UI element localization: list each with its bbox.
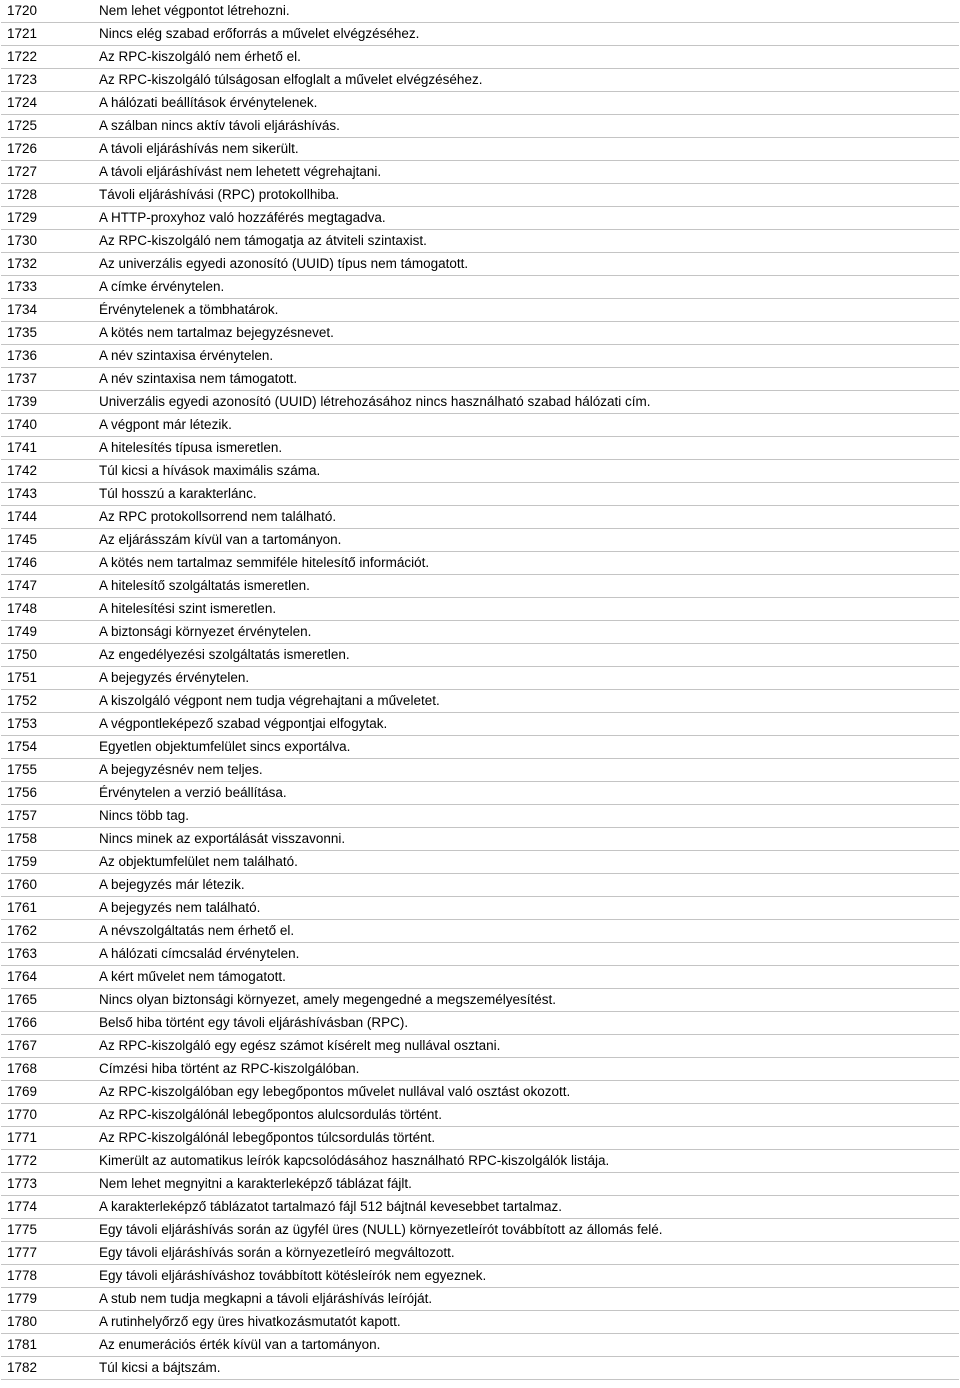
table-row bbox=[1, 23, 959, 46]
error-message: Nincs több tag. bbox=[99, 805, 959, 828]
error-code: 1758 bbox=[1, 828, 99, 851]
table-row bbox=[1, 1104, 959, 1127]
table-row bbox=[1, 736, 959, 759]
table-row bbox=[1, 1242, 959, 1265]
error-message: A stub nem tudja megkapni a távoli eljáráshívás leíróját. bbox=[99, 1288, 959, 1311]
error-message: A névszolgáltatás nem érhető el. bbox=[99, 920, 959, 943]
error-code: 1726 bbox=[1, 138, 99, 161]
table-row bbox=[1, 1127, 959, 1150]
error-code: 1733 bbox=[1, 276, 99, 299]
error-message: A bejegyzés már létezik. bbox=[99, 874, 959, 897]
error-message: A kért művelet nem támogatott. bbox=[99, 966, 959, 989]
error-code: 1745 bbox=[1, 529, 99, 552]
table-row bbox=[1, 299, 959, 322]
error-code: 1770 bbox=[1, 1104, 99, 1127]
error-message: Nincs olyan biztonsági környezet, amely megengedné a megszemélyesítést. bbox=[99, 989, 959, 1012]
table-row bbox=[1, 368, 959, 391]
error-message: Az RPC-kiszolgáló nem támogatja az átviteli szintaxist. bbox=[99, 230, 959, 253]
error-code: 1775 bbox=[1, 1219, 99, 1242]
table-row bbox=[1, 759, 959, 782]
error-code: 1763 bbox=[1, 943, 99, 966]
table-row bbox=[1, 713, 959, 736]
table-row bbox=[1, 1311, 959, 1334]
error-message: Az RPC-kiszolgáló egy egész számot kísérelt meg nullával osztani. bbox=[99, 1035, 959, 1058]
table-row bbox=[1, 667, 959, 690]
error-code: 1756 bbox=[1, 782, 99, 805]
error-code: 1739 bbox=[1, 391, 99, 414]
error-message: Kimerült az automatikus leírók kapcsolódásához használható RPC-kiszolgálók listája. bbox=[99, 1150, 959, 1173]
error-code: 1737 bbox=[1, 368, 99, 391]
table-row bbox=[1, 1196, 959, 1219]
error-code: 1720 bbox=[1, 0, 99, 23]
error-code: 1779 bbox=[1, 1288, 99, 1311]
table-row bbox=[1, 966, 959, 989]
error-message: Egy távoli eljáráshíváshoz továbbított kötésleírók nem egyeznek. bbox=[99, 1265, 959, 1288]
error-message: Nem lehet megnyitni a karakterleképző táblázat fájlt. bbox=[99, 1173, 959, 1196]
error-code: 1769 bbox=[1, 1081, 99, 1104]
error-code: 1764 bbox=[1, 966, 99, 989]
error-code: 1732 bbox=[1, 253, 99, 276]
error-message: Az RPC-kiszolgálónál lebegőpontos túlcsordulás történt. bbox=[99, 1127, 959, 1150]
error-code: 1724 bbox=[1, 92, 99, 115]
error-message: A végpontleképező szabad végpontjai elfogytak. bbox=[99, 713, 959, 736]
error-message: Az eljárásszám kívül van a tartományon. bbox=[99, 529, 959, 552]
error-message: A hitelesítő szolgáltatás ismeretlen. bbox=[99, 575, 959, 598]
error-message: A hálózati beállítások érvénytelenek. bbox=[99, 92, 959, 115]
table-row bbox=[1, 920, 959, 943]
table-row bbox=[1, 138, 959, 161]
error-code: 1771 bbox=[1, 1127, 99, 1150]
error-message: A bejegyzésnév nem teljes. bbox=[99, 759, 959, 782]
error-message: A karakterleképző táblázatot tartalmazó fájl 512 bájtnál kevesebbet tartalmaz. bbox=[99, 1196, 959, 1219]
table-row bbox=[1, 391, 959, 414]
error-code: 1748 bbox=[1, 598, 99, 621]
error-code: 1752 bbox=[1, 690, 99, 713]
table-row bbox=[1, 897, 959, 920]
error-code: 1727 bbox=[1, 161, 99, 184]
error-code: 1754 bbox=[1, 736, 99, 759]
error-message: Címzési hiba történt az RPC-kiszolgálóban. bbox=[99, 1058, 959, 1081]
error-code: 1759 bbox=[1, 851, 99, 874]
table-row bbox=[1, 1288, 959, 1311]
error-code: 1755 bbox=[1, 759, 99, 782]
table-row bbox=[1, 805, 959, 828]
error-message: A HTTP-proxyhoz való hozzáférés megtagadva. bbox=[99, 207, 959, 230]
error-code: 1778 bbox=[1, 1265, 99, 1288]
error-message: A bejegyzés érvénytelen. bbox=[99, 667, 959, 690]
error-message: A távoli eljáráshívás nem sikerült. bbox=[99, 138, 959, 161]
table-row bbox=[1, 207, 959, 230]
error-message: Érvénytelen a verzió beállítása. bbox=[99, 782, 959, 805]
error-code: 1767 bbox=[1, 1035, 99, 1058]
table-row bbox=[1, 552, 959, 575]
error-code: 1740 bbox=[1, 414, 99, 437]
table-row bbox=[1, 0, 959, 23]
error-message: A hitelesítési szint ismeretlen. bbox=[99, 598, 959, 621]
error-code: 1773 bbox=[1, 1173, 99, 1196]
error-code: 1742 bbox=[1, 460, 99, 483]
table-row bbox=[1, 345, 959, 368]
error-code: 1768 bbox=[1, 1058, 99, 1081]
table-row bbox=[1, 184, 959, 207]
error-code: 1766 bbox=[1, 1012, 99, 1035]
error-code-table-body bbox=[1, 0, 959, 1380]
error-code: 1749 bbox=[1, 621, 99, 644]
error-message: Az RPC protokollsorrend nem található. bbox=[99, 506, 959, 529]
table-row bbox=[1, 414, 959, 437]
error-message: A címke érvénytelen. bbox=[99, 276, 959, 299]
error-code: 1762 bbox=[1, 920, 99, 943]
error-message: Érvénytelenek a tömbhatárok. bbox=[99, 299, 959, 322]
error-code: 1757 bbox=[1, 805, 99, 828]
table-row bbox=[1, 1173, 959, 1196]
error-code: 1774 bbox=[1, 1196, 99, 1219]
error-message: Az RPC-kiszolgálónál lebegőpontos alulcsordulás történt. bbox=[99, 1104, 959, 1127]
table-row bbox=[1, 1058, 959, 1081]
table-row bbox=[1, 460, 959, 483]
table-row bbox=[1, 437, 959, 460]
table-row bbox=[1, 782, 959, 805]
error-code: 1761 bbox=[1, 897, 99, 920]
error-message: A végpont már létezik. bbox=[99, 414, 959, 437]
error-message: A távoli eljáráshívást nem lehetett végrehajtani. bbox=[99, 161, 959, 184]
error-message: Belső hiba történt egy távoli eljáráshívásban (RPC). bbox=[99, 1012, 959, 1035]
error-message: A hálózati címcsalád érvénytelen. bbox=[99, 943, 959, 966]
table-row bbox=[1, 529, 959, 552]
error-code: 1750 bbox=[1, 644, 99, 667]
table-row bbox=[1, 1150, 959, 1173]
error-message: A biztonsági környezet érvénytelen. bbox=[99, 621, 959, 644]
error-code: 1772 bbox=[1, 1150, 99, 1173]
error-message: Az RPC-kiszolgálóban egy lebegőpontos művelet nullával való osztást okozott. bbox=[99, 1081, 959, 1104]
error-code: 1746 bbox=[1, 552, 99, 575]
table-row bbox=[1, 874, 959, 897]
table-row bbox=[1, 506, 959, 529]
error-message: Az univerzális egyedi azonosító (UUID) típus nem támogatott. bbox=[99, 253, 959, 276]
table-row bbox=[1, 1334, 959, 1357]
error-code-table bbox=[1, 0, 959, 1380]
table-row bbox=[1, 92, 959, 115]
error-code: 1734 bbox=[1, 299, 99, 322]
table-row bbox=[1, 276, 959, 299]
table-row bbox=[1, 1012, 959, 1035]
error-code: 1728 bbox=[1, 184, 99, 207]
table-row bbox=[1, 1081, 959, 1104]
error-message: Nincs minek az exportálását visszavonni. bbox=[99, 828, 959, 851]
table-row bbox=[1, 46, 959, 69]
error-code: 1743 bbox=[1, 483, 99, 506]
table-row bbox=[1, 828, 959, 851]
table-row bbox=[1, 161, 959, 184]
error-message: Az enumerációs érték kívül van a tartományon. bbox=[99, 1334, 959, 1357]
error-message: Univerzális egyedi azonosító (UUID) létrehozásához nincs használható szabad hálózati cím. bbox=[99, 391, 959, 414]
error-message: A kötés nem tartalmaz bejegyzésnevet. bbox=[99, 322, 959, 345]
error-code: 1735 bbox=[1, 322, 99, 345]
table-row bbox=[1, 575, 959, 598]
table-row bbox=[1, 69, 959, 92]
error-code: 1751 bbox=[1, 667, 99, 690]
table-row bbox=[1, 851, 959, 874]
error-code: 1730 bbox=[1, 230, 99, 253]
table-row bbox=[1, 1219, 959, 1242]
error-message: Egy távoli eljáráshívás során a környezetleíró megváltozott. bbox=[99, 1242, 959, 1265]
error-message: Az RPC-kiszolgáló túlságosan elfoglalt a művelet elvégzéséhez. bbox=[99, 69, 959, 92]
error-code: 1777 bbox=[1, 1242, 99, 1265]
table-row bbox=[1, 483, 959, 506]
table-row bbox=[1, 322, 959, 345]
error-message: A szálban nincs aktív távoli eljáráshívás. bbox=[99, 115, 959, 138]
table-row bbox=[1, 1357, 959, 1380]
error-message: Nem lehet végpontot létrehozni. bbox=[99, 0, 959, 23]
error-message: A kiszolgáló végpont nem tudja végrehajtani a műveletet. bbox=[99, 690, 959, 713]
error-code: 1722 bbox=[1, 46, 99, 69]
table-row bbox=[1, 621, 959, 644]
error-code: 1760 bbox=[1, 874, 99, 897]
error-code: 1781 bbox=[1, 1334, 99, 1357]
error-message: Túl hosszú a karakterlánc. bbox=[99, 483, 959, 506]
error-code: 1780 bbox=[1, 1311, 99, 1334]
error-code: 1723 bbox=[1, 69, 99, 92]
error-message: Egyetlen objektumfelület sincs exportálva. bbox=[99, 736, 959, 759]
error-message: A név szintaxisa érvénytelen. bbox=[99, 345, 959, 368]
error-code: 1744 bbox=[1, 506, 99, 529]
table-row bbox=[1, 598, 959, 621]
error-code: 1753 bbox=[1, 713, 99, 736]
table-row bbox=[1, 230, 959, 253]
error-code: 1736 bbox=[1, 345, 99, 368]
error-code: 1765 bbox=[1, 989, 99, 1012]
error-message: A kötés nem tartalmaz semmiféle hitelesítő információt. bbox=[99, 552, 959, 575]
error-message: A hitelesítés típusa ismeretlen. bbox=[99, 437, 959, 460]
error-message: A rutinhelyőrző egy üres hivatkozásmutatót kapott. bbox=[99, 1311, 959, 1334]
table-row bbox=[1, 253, 959, 276]
error-message: Túl kicsi a bájtszám. bbox=[99, 1357, 959, 1380]
table-row bbox=[1, 943, 959, 966]
error-message: Túl kicsi a hívások maximális száma. bbox=[99, 460, 959, 483]
error-code: 1782 bbox=[1, 1357, 99, 1380]
error-message: Az objektumfelület nem található. bbox=[99, 851, 959, 874]
table-row bbox=[1, 115, 959, 138]
error-message: Az engedélyezési szolgáltatás ismeretlen. bbox=[99, 644, 959, 667]
error-code: 1747 bbox=[1, 575, 99, 598]
error-message: Nincs elég szabad erőforrás a művelet elvégzéséhez. bbox=[99, 23, 959, 46]
error-message: Egy távoli eljáráshívás során az ügyfél üres (NULL) környezetleírót továbbított az állomás felé. bbox=[99, 1219, 959, 1242]
error-code: 1741 bbox=[1, 437, 99, 460]
error-message: A bejegyzés nem található. bbox=[99, 897, 959, 920]
error-message: Távoli eljáráshívási (RPC) protokollhiba. bbox=[99, 184, 959, 207]
table-row bbox=[1, 1265, 959, 1288]
table-row bbox=[1, 690, 959, 713]
table-row bbox=[1, 989, 959, 1012]
error-message: Az RPC-kiszolgáló nem érhető el. bbox=[99, 46, 959, 69]
error-code: 1729 bbox=[1, 207, 99, 230]
table-row bbox=[1, 644, 959, 667]
error-code: 1725 bbox=[1, 115, 99, 138]
error-message: A név szintaxisa nem támogatott. bbox=[99, 368, 959, 391]
table-row bbox=[1, 1035, 959, 1058]
error-code: 1721 bbox=[1, 23, 99, 46]
